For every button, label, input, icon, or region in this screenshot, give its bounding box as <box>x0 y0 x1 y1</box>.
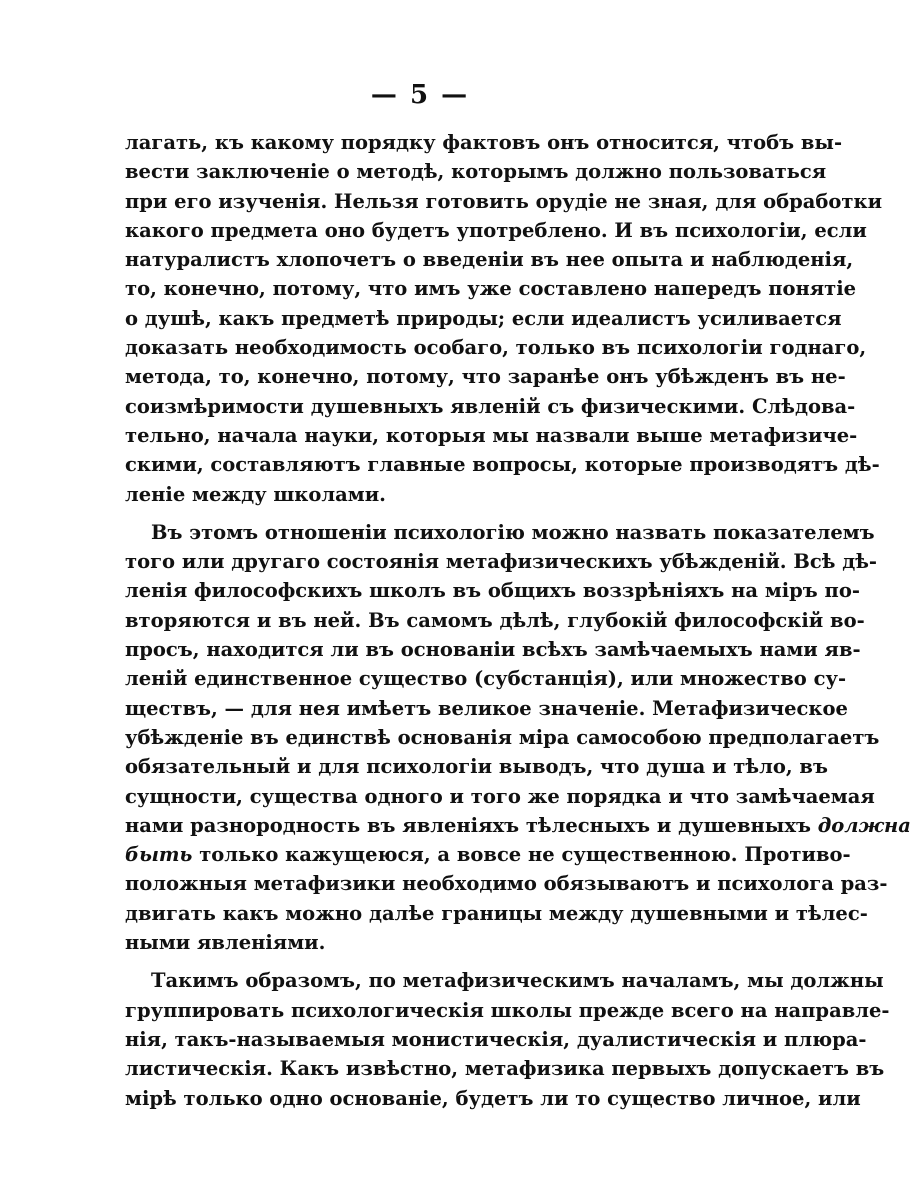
text-line: Въ этомъ отношеніи психологію можно назвать показателемъ <box>151 520 875 544</box>
paragraph-3 <box>125 966 890 1112</box>
text-line: доказать необходимость особаго, только въ психологіи годнаго, <box>125 336 867 360</box>
text-line-mixed <box>125 811 911 840</box>
text-run: только кажущеюся, а вовсе не существенною. Противо- <box>192 843 851 867</box>
text-line: нія, такъ-называемыя монистическія, дуалистическія и плюра- <box>125 1027 867 1051</box>
text-line: то, конечно, потому, что имъ уже составлено напередъ понятіе <box>125 277 857 301</box>
text-line: листическія. Какъ извѣстно, метафизика первыхъ допускаетъ въ <box>125 1057 885 1081</box>
text-line: ленія философскихъ школъ въ общихъ воззрѣніяхъ на міръ по- <box>125 579 860 603</box>
emphasis-text: быть <box>125 843 193 867</box>
text-line: группировать психологическія школы прежде всего на направле- <box>125 998 890 1022</box>
text-line: лагать, къ какому порядку фактовъ онъ относится, чтобъ вы- <box>125 131 843 154</box>
text-line: тельно, начала науки, которыя мы назвали выше метафизиче- <box>125 423 858 447</box>
text-line: двигать какъ можно далѣе границы между душевными и тѣлес- <box>125 901 868 925</box>
text-line: соизмѣримости душевныхъ явленій съ физическими. Слѣдова- <box>125 394 856 418</box>
page-number: — 5 — <box>370 80 470 110</box>
text-line: убѣжденіе въ единствѣ основанія міра самособою предполагаетъ <box>125 725 880 749</box>
text-run: нами разнородность въ явленіяхъ тѣлесныхъ и душевныхъ <box>125 813 818 837</box>
text-line: Такимъ образомъ, по метафизическимъ началамъ, мы должны <box>151 969 884 993</box>
text-line: обязательный и для психологіи выводъ, что душа и тѣло, въ <box>125 755 828 779</box>
text-line: натуралистъ хлопочетъ о введеніи въ нее опыта и наблюденія, <box>125 248 854 272</box>
text-line: леніе между школами. <box>125 482 386 506</box>
text-line: просъ, находится ли въ основаніи всѣхъ замѣчаемыхъ нами яв- <box>125 638 861 662</box>
text-line: того или другаго состоянія метафизическихъ убѣжденій. Всѣ дѣ- <box>125 550 878 574</box>
text-line: сущности, существа одного и того же порядка и что замѣчаемая <box>125 784 875 808</box>
paragraph-1 <box>125 128 883 509</box>
text-line-mixed <box>125 840 851 869</box>
text-line: положныя метафизики необходимо обязываютъ и психолога раз- <box>125 872 888 896</box>
text-line: о душѣ, какъ предметѣ природы; если идеалистъ усиливается <box>125 306 842 330</box>
paragraph-2 <box>125 518 911 957</box>
text-line: вести заключеніе о методѣ, которымъ должно пользоваться <box>125 160 827 184</box>
text-line: ными явленіями. <box>125 931 326 955</box>
emphasis-text: должна <box>817 813 911 837</box>
text-line: вторяются и въ ней. Въ самомъ дѣлѣ, глубокій философскій во- <box>125 608 865 632</box>
text-line: при его изученія. Нельзя готовить орудіе не зная, для обработки <box>125 189 883 213</box>
text-line: леній единственное существо (субстанція), или множество су- <box>125 667 847 691</box>
text-line: метода, то, конечно, потому, что заранѣе онъ убѣжденъ въ не- <box>125 365 846 389</box>
text-line: скими, составляютъ главные вопросы, которые производятъ дѣ- <box>125 453 880 477</box>
page-text <box>125 128 911 1113</box>
text-line: ществъ, — для нея имѣетъ великое значеніе. Метафизическое <box>125 696 848 720</box>
text-line: мірѣ только одно основаніе, будетъ ли то существо личное, или <box>125 1086 861 1110</box>
text-line: какого предмета оно будетъ употреблено. И въ психологіи, если <box>125 218 867 242</box>
